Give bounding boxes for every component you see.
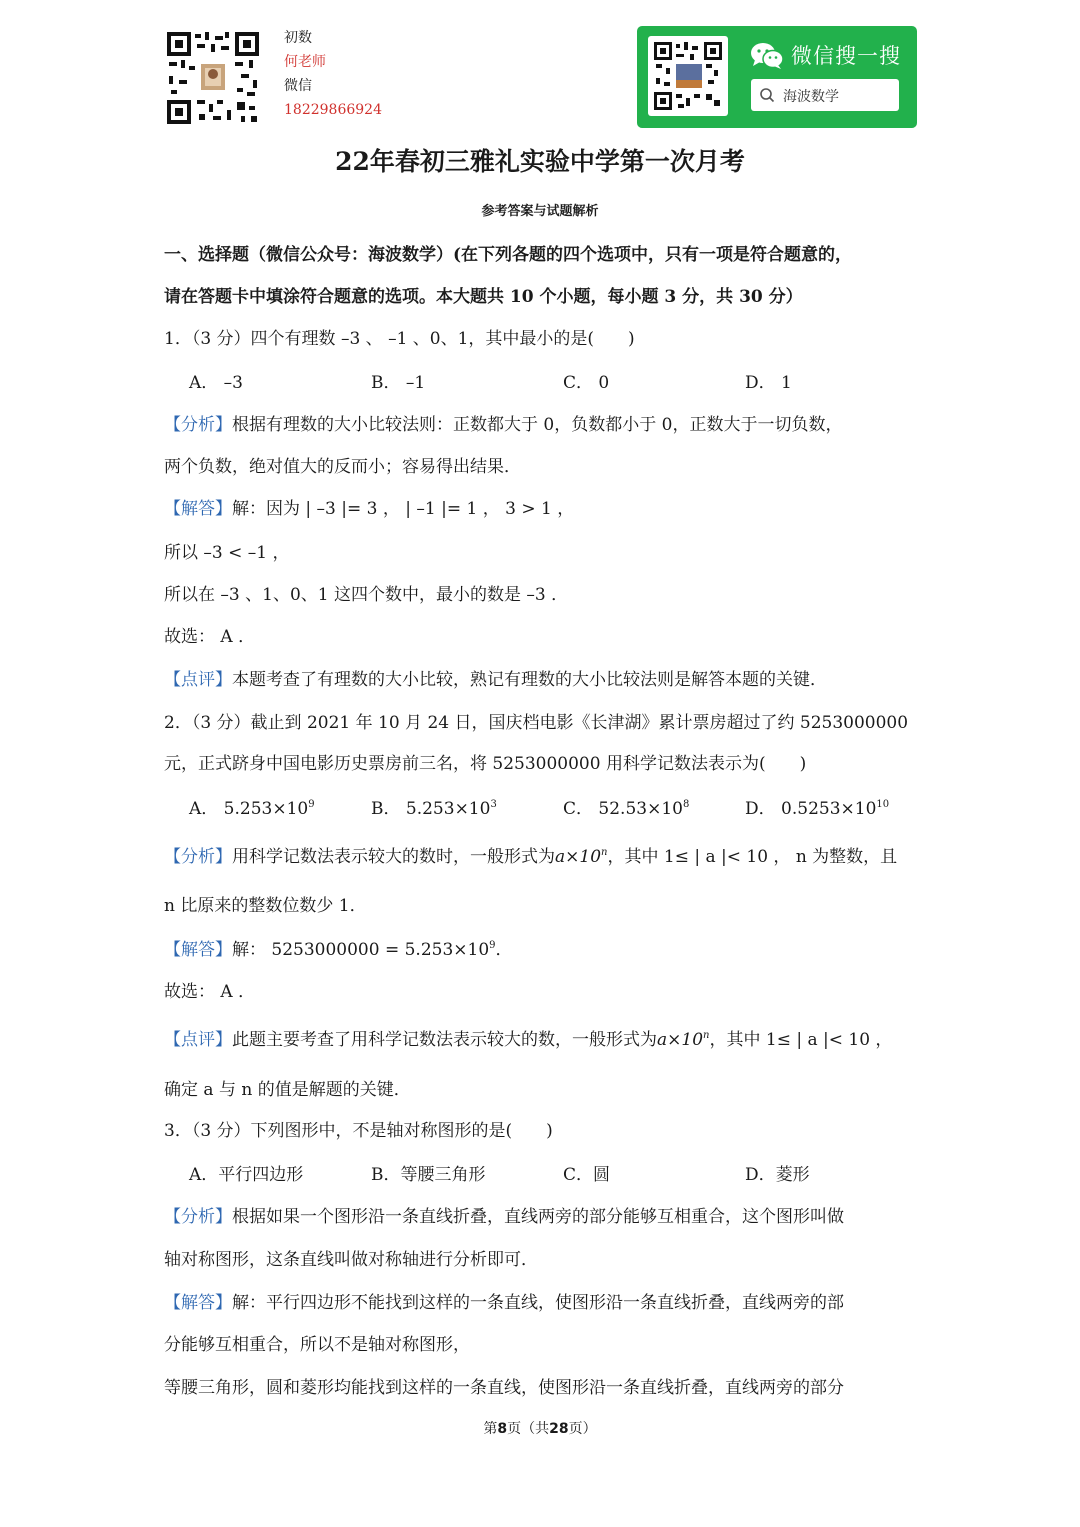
- analysis-line: 轴对称图形，这条直线叫做对称轴进行分析即可．: [164, 1250, 538, 1270]
- solution-line: 【解答】解：因为 | –3 |= 3 ， | –1 |= 1 ， 3 > 1 ，: [164, 499, 575, 519]
- page-subtitle: 参考答案与试题解析: [481, 204, 599, 219]
- option-d: D． $0.5253\times 10^{10}$: [745, 799, 890, 819]
- solution-line: 所以 –3 < –1 ，: [164, 543, 290, 563]
- solution-line: 【解答】解： $5253000000 = 5.253\times 10^9$．: [164, 940, 513, 960]
- solution-line: 【解答】解：平行四边形不能找到这样的一条直线，使图形沿一条直线折叠，直线两旁的部: [164, 1293, 844, 1313]
- analysis-line: n 比原来的整数位数少 1．: [164, 896, 367, 916]
- question-stem: 2．（3 分）截止到 2021 年 10 月 24 日，国庆档电影《长津湖》累计票房超过了约 5253000000: [164, 713, 909, 733]
- analysis-line: 【分析】根据如果一个图形沿一条直线折叠，直线两旁的部分能够互相重合，这个图形叫做: [164, 1207, 844, 1227]
- contact-line: 微信: [284, 78, 312, 94]
- question-stem: 3．（3 分）下列图形中，不是轴对称图形的是( ): [164, 1121, 553, 1141]
- contact-line: 18229866924: [284, 102, 382, 118]
- page-number: 第8页（共28页）: [483, 1421, 597, 1437]
- question-stem: 元，正式跻身中国电影历史票房前三名，将 5253000000 用科学记数法表示为( ): [164, 754, 807, 774]
- wechat-banner-title: 微信搜一搜: [791, 44, 901, 68]
- solution-tag: 【解答】: [164, 940, 232, 960]
- comment-line: 【点评】此题主要考查了用科学记数法表示较大的数，一般形式为$a\times 10^n$，其中 1≤ | a |< 10 ，: [164, 1030, 893, 1050]
- page-title: 22年春初三雅礼实验中学第一次月考: [335, 147, 745, 176]
- solution-line: 等腰三角形，圆和菱形均能找到这样的一条直线，使图形沿一条直线折叠，直线两旁的部分: [164, 1378, 844, 1398]
- option-a: A． $5.253\times 10^9$: [189, 799, 315, 819]
- wechat-search-box[interactable]: [751, 79, 899, 111]
- question-stem: 1．（3 分）四个有理数 –3 、 –1 、0、1，其中最小的是( ): [164, 329, 635, 349]
- wechat-search-banner[interactable]: [637, 26, 917, 128]
- solution-line: 所以在 –3 、1、0、1 这四个数中，最小的数是 –3 ．: [164, 585, 569, 605]
- comment-line: 确定 a 与 n 的值是解题的关键．: [164, 1080, 411, 1100]
- option-d: D． 1: [745, 373, 792, 393]
- analysis-tag: 【分析】: [164, 1207, 232, 1227]
- option-b: B．等腰三角形: [371, 1165, 486, 1185]
- section-heading: 请在答题卡中填涂符合题意的选项。本大题共 10 个小题，每小题 3 分，共 30 分）: [164, 287, 803, 307]
- analysis-tag: 【分析】: [164, 415, 232, 435]
- option-a: A．平行四边形: [189, 1165, 304, 1185]
- wechat-search-text: 海波数学: [783, 89, 839, 105]
- qr-code-icon: [654, 42, 722, 110]
- option-c: C． 0: [563, 373, 610, 393]
- qr-code-icon: [165, 30, 261, 126]
- analysis-line: 【分析】根据有理数的大小比较法则：正数都大于 0，负数都小于 0，正数大于一切负数，: [164, 415, 843, 435]
- option-a: A． –3: [189, 373, 243, 393]
- analysis-line: 【分析】用科学记数法表示较大的数时，一般形式为$a\times 10^n$，其中 1≤ | a |< 10 ， n 为整数，且: [164, 847, 898, 867]
- search-icon: [759, 87, 775, 103]
- wechat-qr-code: [648, 36, 728, 116]
- option-c: C．圆: [563, 1165, 611, 1185]
- analysis-line: 两个负数，绝对值大的反而小；容易得出结果．: [164, 457, 521, 477]
- option-b: B． $5.253\times 10^3$: [371, 799, 497, 819]
- comment-line: 【点评】本题考查了有理数的大小比较，熟记有理数的大小比较法则是解答本题的关键．: [164, 670, 827, 690]
- contact-line: 何老师: [284, 54, 326, 70]
- option-d: D．菱形: [745, 1165, 810, 1185]
- comment-tag: 【点评】: [164, 1030, 232, 1050]
- solution-tag: 【解答】: [164, 1293, 232, 1313]
- solution-line: 分能够互相重合，所以不是轴对称图形，: [164, 1335, 470, 1355]
- solution-tag: 【解答】: [164, 499, 232, 519]
- contact-line: 初数: [284, 30, 312, 46]
- answer-choice: 故选： A ．: [164, 627, 256, 647]
- section-heading: 一、选择题（微信公众号：海波数学）(在下列各题的四个选项中，只有一项是符合题意的，: [164, 245, 853, 265]
- answer-choice: 故选： A ．: [164, 982, 256, 1002]
- option-b: B． –1: [371, 373, 426, 393]
- contact-info: [284, 26, 382, 122]
- option-c: C． $52.53\times 10^8$: [563, 799, 690, 819]
- analysis-tag: 【分析】: [164, 847, 232, 867]
- comment-tag: 【点评】: [164, 670, 232, 690]
